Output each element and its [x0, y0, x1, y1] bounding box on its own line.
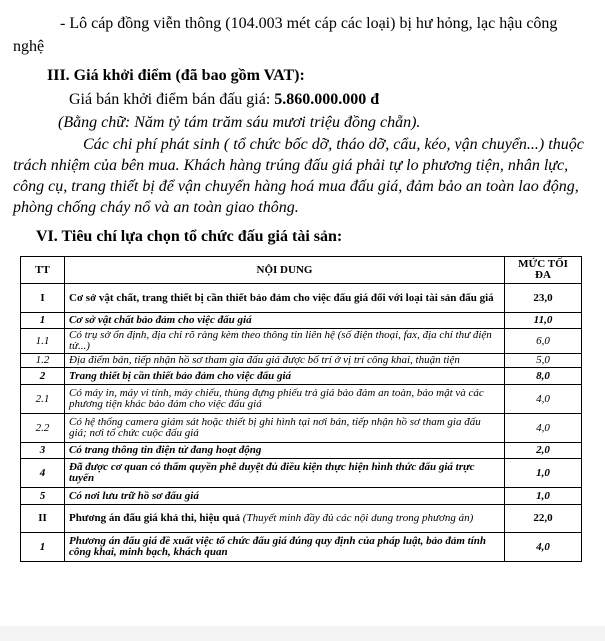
- table-row: 1.2 Địa điểm bán, tiếp nhận hồ sơ tham gia đấu giá được bố trí ở vị trí công khai, thuận tiện 5,0: [21, 354, 582, 368]
- header-max-score: MỨC TỐI ĐA: [505, 257, 582, 284]
- table-row: I Cơ sở vật chất, trang thiết bị cần thiết bảo đảm cho việc đấu giá đối với loại tài sản đấu giá 23,0: [21, 284, 582, 313]
- intro-line-continued: nghệ: [13, 38, 45, 55]
- starting-price-label: Giá bán khởi điểm bán đấu giá:: [69, 91, 275, 108]
- section-6-title: VI. Tiêu chí lựa chọn tổ chức đấu giá tài sản:: [36, 228, 343, 245]
- price-in-words: (Bằng chữ: Năm tỷ tám trăm sáu mươi triệu đồng chẵn).: [58, 114, 421, 131]
- table-row: 2.2 Có hệ thống camera giám sát hoặc thiết bị ghi hình tại nơi bán, tiếp nhận hồ sơ tham gia đấu giá; nơi tổ chức cuộc đấu giá 4,0: [21, 414, 582, 443]
- page-bottom-margin: [0, 626, 605, 641]
- table-row: 2 Trang thiết bị cần thiết bảo đảm cho việc đấu giá 8,0: [21, 368, 582, 385]
- table-row: 2.1 Có máy in, máy vi tính, máy chiếu, thùng đựng phiếu trả giá bảo đảm an toàn, bảo mật và các phương tiện khác bảo đảm cho việc đấu giá 4,0: [21, 385, 582, 414]
- costs-note: Các chi phí phát sinh ( tổ chức bốc dỡ, tháo dỡ, cẩu, kéo, vận chuyển...) thuộc trách nhiệm của bên mua. Khách hàng trúng đấu giá phải tự lo phương tiện, nhân lực, công cụ, trang thiết bị để vận chuyển hàng hoá mua đấu giá, đảm bảo an toàn lao động, phòng chống cháy nổ và an toàn giao thông.: [13, 136, 584, 216]
- starting-price-line: [69, 90, 379, 109]
- table-row: II Phương án đấu giá khả thi, hiệu quả (Thuyết minh đầy đủ các nội dung trong phương án) 22,0: [21, 505, 582, 533]
- table-row: 1 Phương án đấu giá đề xuất việc tổ chức đấu giá đúng quy định của pháp luật, bảo đảm tính công khai, minh bạch, khách quan 4,0: [21, 533, 582, 562]
- table-row: 1 Cơ sở vật chất bảo đảm cho việc đấu giá 11,0: [21, 313, 582, 329]
- table-header-row: [21, 257, 582, 284]
- intro-line: - Lô cáp đồng viễn thông (104.003 mét cáp các loại) bị hư hỏng, lạc hậu công: [60, 15, 558, 32]
- table-row: 3 Có trang thông tin điện tử đang hoạt động 2,0: [21, 443, 582, 459]
- table-row: 5 Có nơi lưu trữ hồ sơ đấu giá 1,0: [21, 488, 582, 505]
- header-tt: TT: [21, 257, 65, 284]
- section-3-title: III. Giá khởi điểm (đã bao gồm VAT):: [47, 67, 305, 84]
- table-row: 4 Đã được cơ quan có thẩm quyền phê duyệt đủ điều kiện thực hiện hình thức đấu giá trực tuyến 1,0: [21, 459, 582, 488]
- table-row: 1.1 Có trụ sở ổn định, địa chỉ rõ ràng kèm theo thông tin liên hệ (số điện thoại, fax, địa chỉ thư điện tử...) 6,0: [21, 329, 582, 354]
- header-content: NỘI DUNG: [65, 257, 505, 284]
- starting-price-value: 5.860.000.000 đ: [274, 91, 380, 108]
- criteria-table: [20, 256, 582, 562]
